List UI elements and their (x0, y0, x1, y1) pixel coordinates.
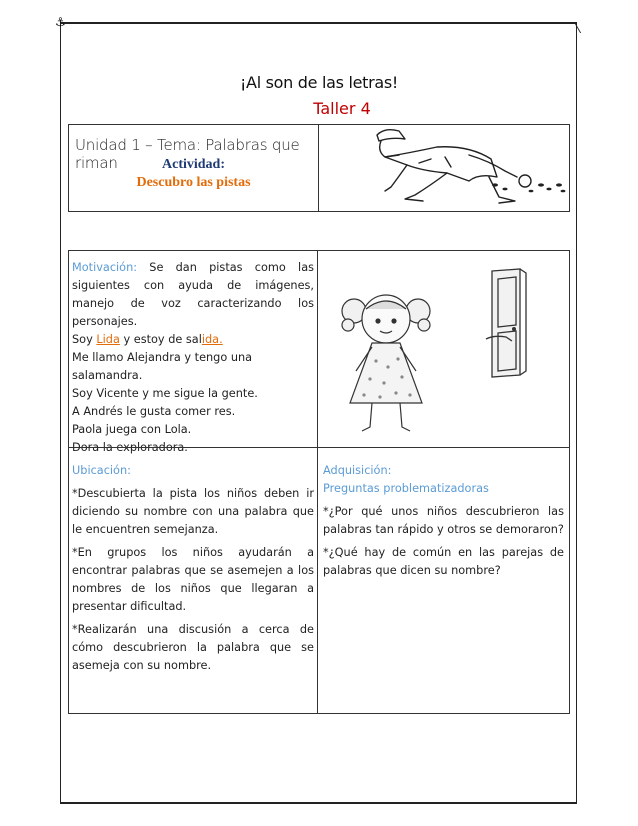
page-title: ¡Al son de las letras! (239, 73, 399, 92)
ubicacion-item: *Descubierta la pista los niños deben ir diciendo su nombre con una palabra que le encuentren semejanza. (72, 487, 314, 536)
ubicacion-label: Ubicación: (72, 464, 131, 477)
motivacion-line: Paola juega con Lola. (72, 423, 192, 436)
motivacion-intro (72, 259, 314, 331)
line-lida-pre: Soy (72, 333, 97, 346)
motivacion-intro-text: Se dan pistas como las siguientes con ayuda de imágenes, manejo de voz caracterizando los personajes. (72, 261, 314, 328)
header-table (68, 124, 570, 212)
adquisicion-sublabel: Preguntas problematizadoras (323, 482, 489, 495)
activity-label: Actividad: (162, 157, 225, 172)
ubicacion-item: *En grupos los niños ayudarán a encontrar palabras que se asemejen a los nombres de los niños que llegaran a presentar dificultad. (72, 546, 314, 613)
motivacion-line: Soy Vicente y me sigue la gente. (72, 387, 258, 400)
motivacion-line: A Andrés le gusta comer res. (72, 405, 236, 418)
detective-illustration-cell (319, 125, 569, 211)
detective-illustration (319, 125, 569, 211)
adquisicion-item: *¿Qué hay de común en las parejas de palabras que dicen su nombre? (323, 546, 564, 577)
activity-table (68, 250, 570, 714)
activity-title: Descubro las pistas (136, 175, 251, 190)
adquisicion-label: Adquisición: (323, 464, 392, 477)
girl-illustration (326, 281, 446, 441)
line-lida-mid: y estoy de sal (119, 333, 202, 346)
motivacion-line-lida (72, 331, 314, 349)
header-info-cell (69, 125, 319, 211)
line-lida-end: ida. (201, 333, 223, 346)
page-subtitle: Taller 4 (313, 99, 371, 118)
ubicacion-cell (69, 447, 318, 713)
ubicacion-item: *Realizarán una discusión a cerca de cómo descubrieron la palabra que se asemeja con su nombre. (72, 623, 314, 672)
motivacion-line: Dora la exploradora. (72, 441, 188, 454)
illustration-cell (318, 251, 569, 447)
line-lida-name: Lida (96, 333, 120, 346)
adquisicion-cell (318, 447, 569, 713)
door-illustration (476, 265, 546, 385)
motivacion-line: Me llamo Alejandra y tengo una salamandra. (72, 351, 253, 382)
unit-topic: Unidad 1 – Tema: Palabras que riman (75, 136, 300, 172)
page-corner-mark-icon: ⚓ (55, 15, 66, 29)
adquisicion-item: *¿Por qué unos niños descubrieron las palabras tan rápido y otros se demoraron? (323, 505, 564, 536)
motivacion-label: Motivación: (72, 261, 138, 274)
motivacion-cell (69, 251, 318, 454)
